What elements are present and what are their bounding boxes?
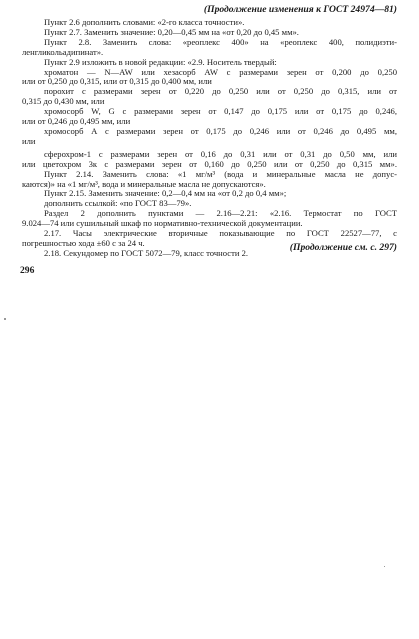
text-line: каются)» на «1 мг/м³, вода и минеральные масла не допускаются». [22,179,266,189]
text-line: Пункт 2.7. Заменить значение: 0,20—0,45 мм на «от 0,20 до 0,45 мм». [44,27,299,37]
page-number: 296 [20,265,35,276]
scan-speck [384,566,385,567]
scan-speck [4,318,6,320]
text-line: Пункт 2.6 дополнить словами: «2-го класса точности». [44,18,245,27]
text-line: погрешностью хода ±60 с за 24 ч. [22,238,145,248]
amendment-text [22,18,397,259]
text-line: порохит с размерами зерен от 0,220 до 0,250 или от 0,250 до 0,315, или от [44,87,397,97]
continuation-note: (Продолжение см. с. 297) [289,242,397,253]
text-line: 2.18. Секундомер по ГОСТ 5072—79, класс точности 2. [44,248,249,258]
text-line: сферохром-1 с размерами зерен от 0,16 до 0,31 или от 0,31 до 0,50 мм, или [44,149,397,159]
text-line: ленгликольадипинат». [22,47,104,57]
text-line: Пункт 2.8. Заменить слова: «реоплекс 400» на «реоплекс 400, полидиэти- [44,37,397,47]
text-line: 9.024—74 или сушильный шкаф по нормативно-технической документации. [22,219,303,229]
text-line: Раздел 2 дополнить пунктами — 2.16—2.21: «2.16. Термостат по ГОСТ [44,209,397,219]
text-line: 2.17. Часы электрические вторичные показывающие по ГОСТ 22527—77, с [44,229,397,239]
running-header: (Продолжение изменения к ГОСТ 24974—81) [203,4,397,15]
text-line: хромосорб А с размерами зерен от 0,175 до 0,246 или от 0,246 до 0,495 мм, [44,126,397,136]
text-line: Пункт 2.9 изложить в новой редакции: «2.9. Носитель твердый: [44,57,277,67]
text-line: хроматон — N—AW или хезасорб AW с размерами зерен от 0,200 до 0,250 [44,67,397,77]
text-line: или от 0,246 до 0,495 мм, или [22,117,131,127]
text-line: дополнить ссылкой: «по ГОСТ 83—79». [44,199,192,209]
text-line: или [22,136,36,146]
text-line: или от 0,250 до 0,315, или от 0,315 до 0,400 мм, или [22,77,212,87]
text-line: хромосорб W, G с размерами зерен от 0,147 до 0,175 или от 0,175 до 0,246, [44,107,397,117]
text-line: или цветохром 3к с размерами зерен от 0,160 до 0,250 или от 0,250 до 0,315 мм». [22,159,397,169]
text-line: Пункт 2.15. Заменить значение: 0,2—0,4 мм на «от 0,2 до 0,4 мм»; [44,189,287,199]
text-line: Пункт 2.14. Заменить слова: «1 мг/м³ (вода и минеральные масла не допус- [44,169,397,179]
text-line: 0,315 до 0,430 мм, или [22,97,105,107]
